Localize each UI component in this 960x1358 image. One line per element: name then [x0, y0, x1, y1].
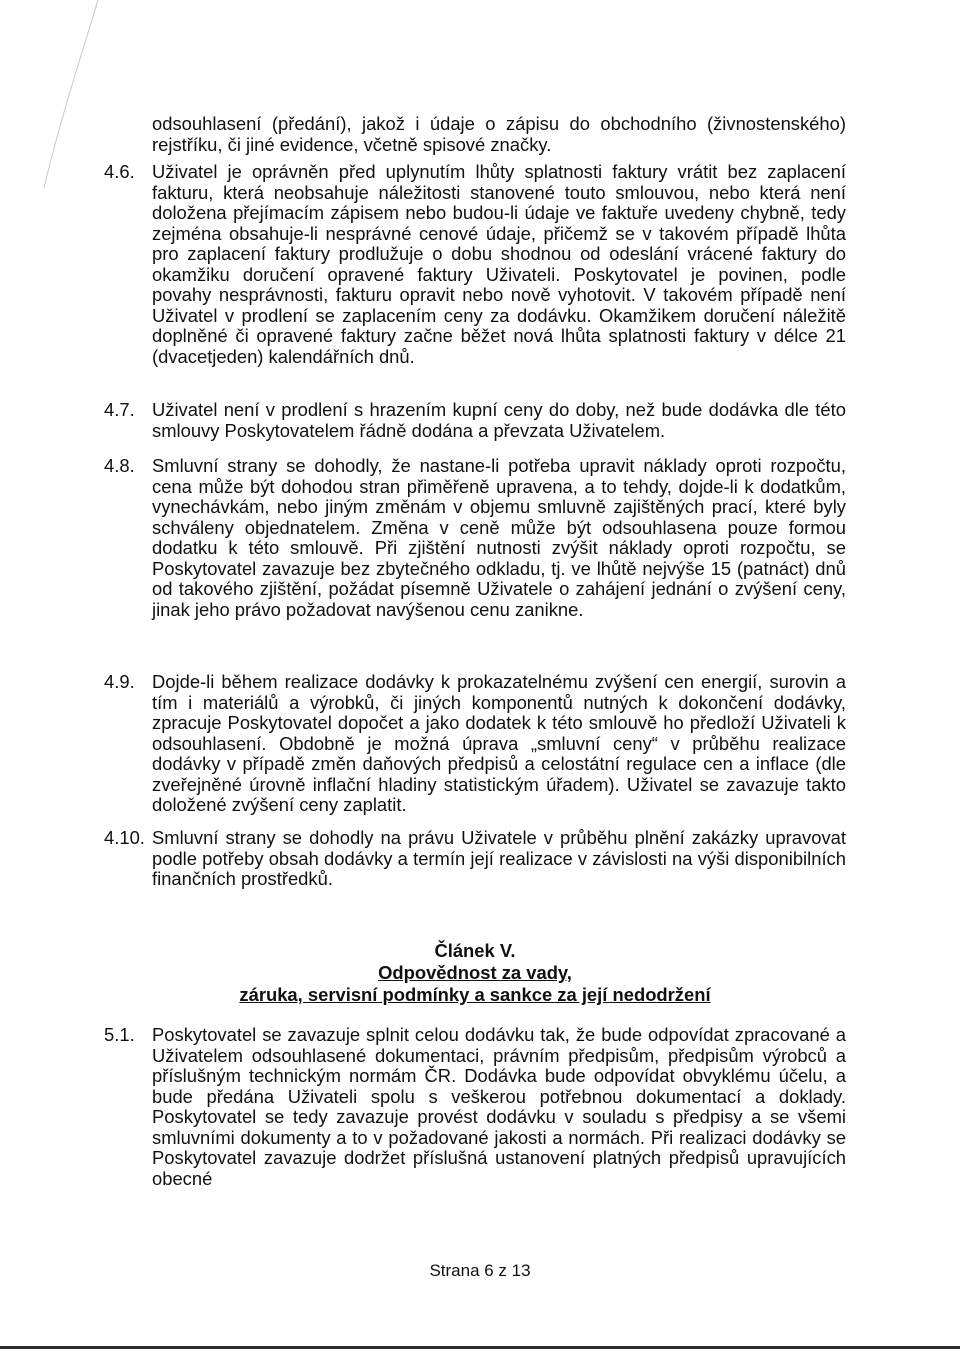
clause-4-10 — [104, 828, 846, 890]
clause-number: 5.1. — [104, 1024, 135, 1045]
page-number: Strana 6 z 13 — [429, 1261, 531, 1280]
clause-text: Poskytovatel se zavazuje splnit celou dodávku tak, že bude odpovídat zpracované a Uživatelem odsouhlasené dokumentaci, právním předpisům, předpisům výrobců a příslušným technickým normám ČR. Dodávka bude odpovídat obvyklému účelu, a bude předána Uživateli spolu s veškerou potřebnou dokumentací a doklady. Poskytovatel se tedy zavazuje provést dodávku v souladu s předpisy a se všemi smluvními dokumenty a to v požadované jakosti a normách. Při realizaci dodávky se Poskytovatel zavazuje dodržet příslušná ustanovení platných předpisů upravujících obecné — [152, 1024, 846, 1189]
clause-text: Smluvní strany se dohodly, že nastane-li potřeba upravit náklady oproti rozpočtu, cena může být dohodou stran přiměřeně upravena, a to tehdy, dojde-li k dodatkům, vynechávkám, nebo jiným změnám v objemu smluvně zajištěných prací, které byly schváleny objednatelem. Změna v ceně může být odsouhlasena pouze formou dodatku k této smlouvě. Při zjištění nutnosti zvýšit náklady oproti rozpočtu, se Poskytovatel zavazuje bez zbytečného odkladu, tj. ve lhůtě nejvýše 15 (patnáct) dnů od takového zjištění, požádat písemně Uživatele o zahájení jednání o zvýšení ceny, jinak jeho právo požadovat navýšenou cenu zanikne. — [152, 455, 846, 620]
clause-number: 4.8. — [104, 455, 135, 476]
paragraph-continuation — [104, 114, 846, 155]
scan-edge-divider — [0, 1346, 960, 1349]
clause-number: 4.6. — [104, 161, 135, 182]
clause-5-1 — [104, 1025, 846, 1189]
clause-text: Smluvní strany se dohodly na právu Uživatele v průběhu plnění zakázky upravovat podle potřeby obsah dodávky a termín její realizace v závislosti na výši disponibilních finančních prostředků. — [152, 827, 846, 889]
clause-number: 4.9. — [104, 671, 135, 692]
clause-text: Uživatel je oprávněn před uplynutím lhůty splatnosti faktury vrátit bez zaplacení fakturu, která neobsahuje náležitosti stanovené touto smlouvou, nebo která není doložena přejímacím zápisem nebo budou-li údaje ve faktuře uvedeny chybně, tedy zejména obsahuje-li nesprávné cenové údaje, přičemž se v takovém případě lhůta pro zaplacení faktury prodlužuje o dobu shodnou od odeslání vrácené faktury do okamžiku doručení opravené faktury Uživateli. Poskytovatel je povinen, podle povahy nesprávnosti, fakturu opravit nebo nově vyhotovit. V takovém případě není Uživatel v prodlení se zaplacením ceny za dodávku. Okamžikem doručení náležitě doplněné či opravené faktury začne běžet nová lhůta splatnosti faktury v délce 21 (dvacetjeden) kalendářních dnů. — [152, 161, 846, 367]
article-title: Článek V. — [434, 940, 516, 961]
clause-text: Uživatel není v prodlení s hrazením kupní ceny do doby, než bude dodávka dle této smlouvy Poskytovatelem řádně dodána a převzata Uživatelem. — [152, 399, 846, 441]
clause-4-8 — [104, 456, 846, 620]
article-subtitle-2: záruka, servisní podmínky a sankce za její nedodržení — [239, 984, 711, 1005]
article-subtitle: Odpovědnost za vady, — [378, 962, 572, 983]
clause-4-6 — [104, 162, 846, 367]
clause-4-9 — [104, 672, 846, 816]
paragraph-text: odsouhlasení (předání), jakož i údaje o zápisu do obchodního (živnostenského) rejstříku, či jiné evidence, včetně spisové značky. — [152, 113, 846, 155]
scan-artifact-line — [40, 0, 100, 190]
clause-text: Dojde-li během realizace dodávky k prokazatelnému zvýšení cen energií, surovin a tím i materiálů a výrobků, či jiných komponentů nutných k dokončení dodávky, zpracuje Poskytovatel dopočet a jako dodatek k této smlouvě ho předloží Uživateli k odsouhlasení. Obdobně je možná úprava „smluvní ceny“ v průběhu realizace dodávky v případě změn daňových předpisů a celostátní regulace cen a inflace (dle zveřejněné úrovně inflační hladiny statistickým úřadem). Uživatel se zavazuje takto doložené zvýšení ceny zaplatit. — [152, 671, 846, 815]
clause-number: 4.7. — [104, 399, 135, 420]
clause-number: 4.10. — [104, 827, 145, 848]
clause-4-7 — [104, 400, 846, 441]
